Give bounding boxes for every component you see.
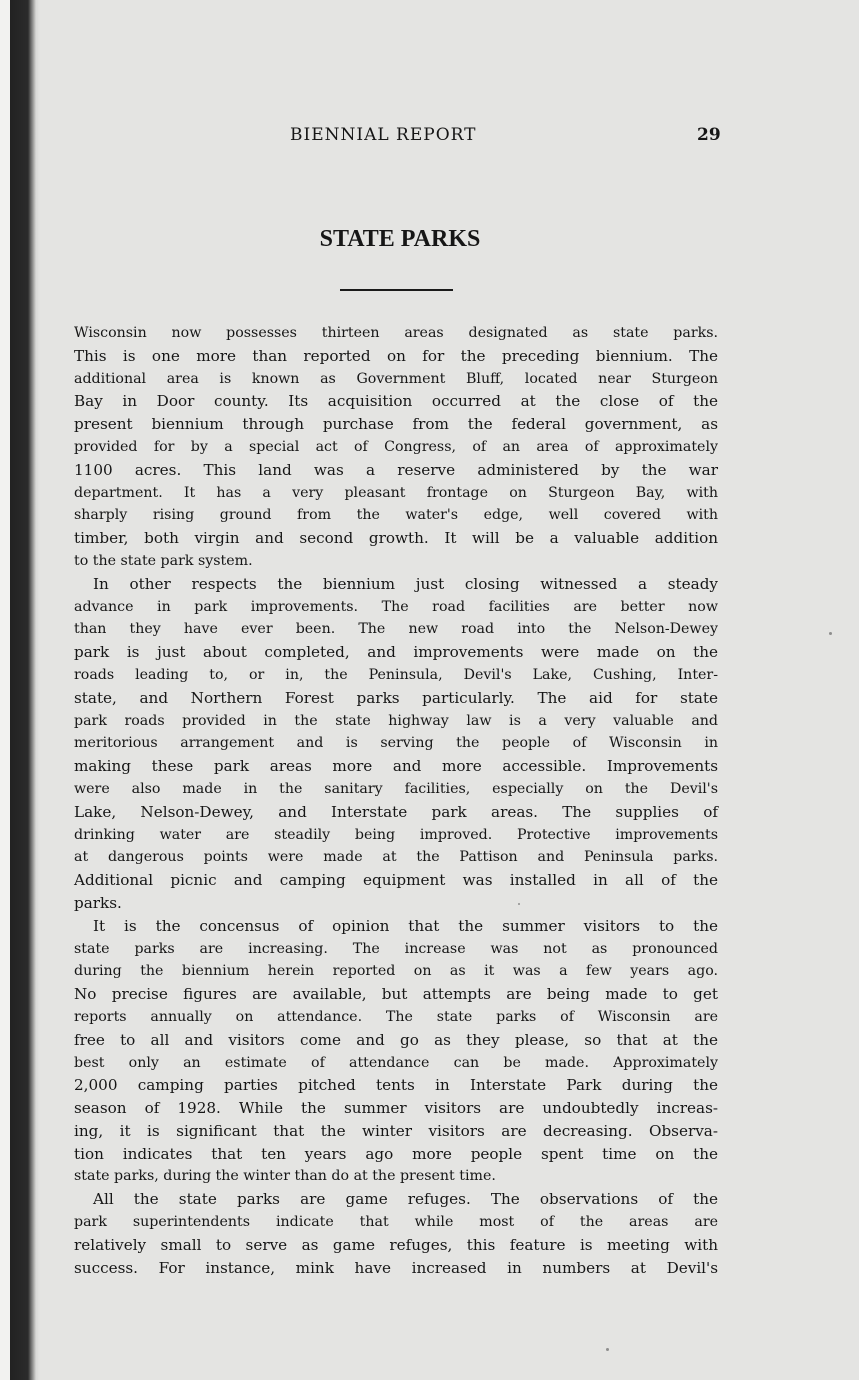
text-line: advance in park improvements. The road facilities are better now xyxy=(74,598,718,615)
book-spine-shadow xyxy=(0,0,40,1380)
text-line: In other respects the biennium just closing witnessed a steady xyxy=(93,574,718,593)
text-line: present biennium through purchase from the federal government, as xyxy=(74,415,718,434)
text-line: park superintendents indicate that while most of the areas are xyxy=(74,1214,718,1231)
page-number: 29 xyxy=(697,125,721,145)
text-line: This is one more than reported on for the preceding biennium. The xyxy=(74,346,718,365)
text-line: best only an estimate of attendance can be made. Approximately xyxy=(74,1054,718,1071)
text-line: at dangerous points were made at the Pattison and Peninsula parks. xyxy=(74,849,718,866)
text-line: to the state park system. xyxy=(74,552,253,569)
text-line: department. It has a very pleasant frontage on Sturgeon Bay, with xyxy=(74,484,718,501)
text-line: meritorious arrangement and is serving the people of Wisconsin in xyxy=(74,735,718,752)
text-line: additional area is known as Government Bluff, located near Sturgeon xyxy=(74,370,718,387)
text-line: provided for by a special act of Congress, of an area of approximately xyxy=(74,438,718,455)
paper-speck xyxy=(829,632,832,635)
text-line: free to all and visitors come and go as they please, so that at the xyxy=(74,1030,718,1049)
text-line: park roads provided in the state highway law is a very valuable and xyxy=(74,712,718,729)
text-line: reports annually on attendance. The state parks of Wisconsin are xyxy=(74,1008,718,1025)
paper-speck xyxy=(518,903,520,905)
text-line: Bay in Door county. Its acquisition occurred at the close of the xyxy=(74,392,718,411)
body-text xyxy=(74,322,718,1279)
text-line: ing, it is significant that the winter visitors are decreasing. Observa- xyxy=(74,1121,718,1140)
text-line: 1100 acres. This land was a reserve administered by the war xyxy=(74,460,718,479)
text-line: season of 1928. While the summer visitors are undoubtedly increas- xyxy=(74,1099,718,1118)
text-line: Wisconsin now possesses thirteen areas designated as state parks. xyxy=(74,325,718,341)
paper-speck xyxy=(606,1348,609,1351)
text-line: during the biennium herein reported on as it was a few years ago. xyxy=(74,963,718,980)
title-rule xyxy=(340,289,453,291)
text-line: All the state parks are game refuges. The observations of the xyxy=(93,1190,718,1209)
text-line: roads leading to, or in, the Peninsula, Devil's Lake, Cushing, Inter- xyxy=(74,666,718,683)
text-line: tion indicates that ten years ago more people spent time on the xyxy=(74,1144,718,1163)
text-line: Additional picnic and camping equipment was installed in all of the xyxy=(74,871,718,890)
text-line: No precise figures are available, but attempts are being made to get xyxy=(74,985,718,1004)
text-line: park is just about completed, and improvements were made on the xyxy=(74,643,718,662)
running-head: BIENNIAL REPORT xyxy=(290,125,477,145)
text-line: success. For instance, mink have increased in numbers at Devil's xyxy=(74,1258,718,1277)
text-line: were also made in the sanitary facilities, especially on the Devil's xyxy=(74,780,718,797)
text-line: state parks, during the winter than do at the present time. xyxy=(74,1168,496,1185)
text-line: relatively small to serve as game refuges, this feature is meeting with xyxy=(74,1235,718,1254)
text-line: timber, both virgin and second growth. It will be a valuable addition xyxy=(74,529,718,548)
text-line: Lake, Nelson-Dewey, and Interstate park areas. The supplies of xyxy=(74,802,718,821)
text-line: making these park areas more and more accessible. Improvements xyxy=(74,757,718,776)
text-line: It is the concensus of opinion that the summer visitors to the xyxy=(93,916,718,935)
text-line: 2,000 camping parties pitched tents in Interstate Park during the xyxy=(74,1076,718,1095)
section-title: STATE PARKS xyxy=(319,226,481,252)
text-line: than they have ever been. The new road into the Nelson-Dewey xyxy=(74,621,718,638)
text-line: drinking water are steadily being improved. Protective improvements xyxy=(74,826,718,843)
text-line: parks. xyxy=(74,893,122,912)
text-line: state parks are increasing. The increase was not as pronounced xyxy=(74,940,718,957)
text-line: state, and Northern Forest parks particularly. The aid for state xyxy=(74,688,718,707)
text-line: sharply rising ground from the water's edge, well covered with xyxy=(74,507,718,524)
